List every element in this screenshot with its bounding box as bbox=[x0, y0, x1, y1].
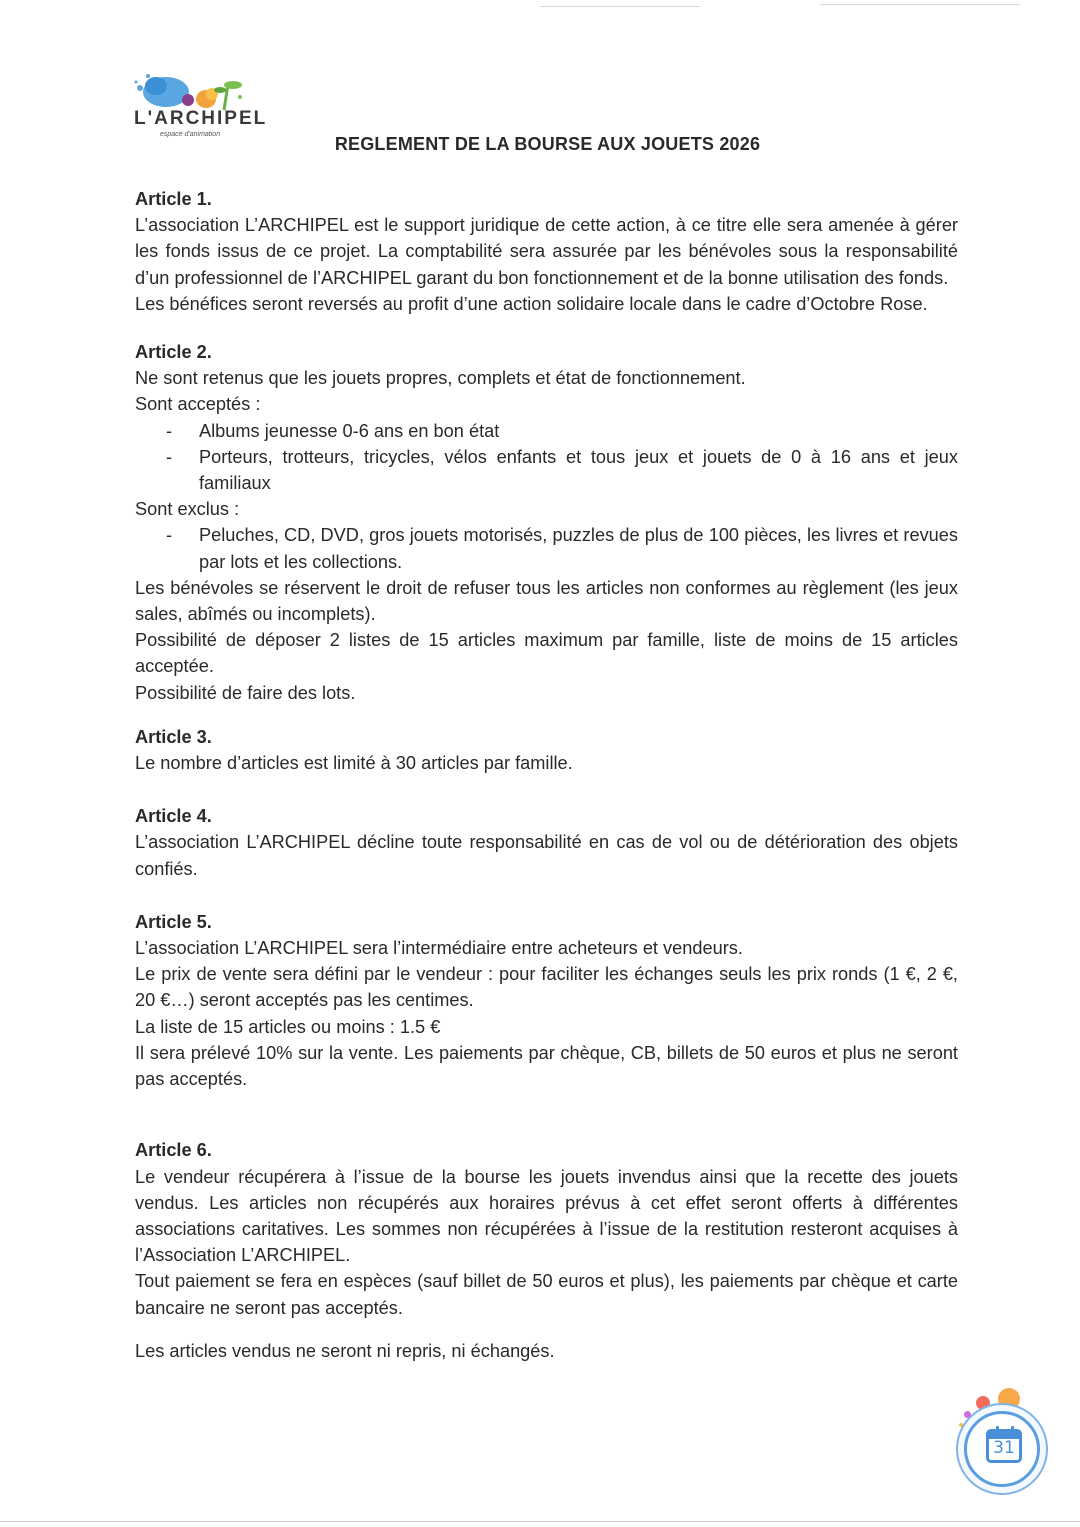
list-item: - Porteurs, trotteurs, tricycles, vélos enfants et tous jeux et jouets de 0 à 16 ans et jeux familiaux bbox=[199, 444, 958, 496]
final-note: Les articles vendus ne seront ni repris, ni échangés. bbox=[135, 1340, 555, 1361]
article-2 bbox=[135, 339, 958, 706]
article-paragraph: Le vendeur récupérera à l’issue de la bourse les jouets invendus ainsi que la recette des jouets vendus. Les articles non récupérés aux horaires prévus à cet effet seront offerts à différentes associations caritatives. Les sommes non récupérées à l’issue de la restitution resteront acquises à l’Association L’ARCHIPEL. bbox=[135, 1166, 958, 1266]
article-paragraph: Possibilité de faire des lots. bbox=[135, 682, 356, 703]
scan-artifact bbox=[820, 4, 1020, 5]
article-1 bbox=[135, 186, 958, 317]
document-body bbox=[135, 186, 958, 1364]
article-title: Article 1. bbox=[135, 189, 212, 209]
logo-name: L'ARCHIPEL bbox=[134, 108, 268, 129]
article-title: Article 3. bbox=[135, 726, 212, 747]
article-paragraph: L’association L’ARCHIPEL sera l’intermédiaire entre acheteurs et vendeurs. bbox=[135, 938, 743, 959]
accepted-list bbox=[135, 418, 958, 497]
excluded-label: Sont exclus : bbox=[135, 499, 240, 520]
article-5 bbox=[135, 909, 958, 1092]
article-title: Article 4. bbox=[135, 806, 212, 827]
document-title: REGLEMENT DE LA BOURSE AUX JOUETS 2026 bbox=[334, 134, 761, 154]
archipel-logo bbox=[128, 68, 273, 143]
scan-artifact bbox=[540, 6, 700, 7]
article-paragraph: Les bénévoles se réservent le droit de refuser tous les articles non conformes au règlement (les jeux sales, abîmés ou incomplets). bbox=[135, 577, 958, 625]
article-paragraph: Les bénéfices seront reversés au profit d’une action solidaire locale dans le cadre d’Octobre Rose. bbox=[135, 293, 928, 314]
article-paragraph: Tout paiement se fera en espèces (sauf billet de 50 euros et plus), les paiements par chèque et carte bancaire ne seront pas acceptés. bbox=[135, 1271, 958, 1318]
calendar-widget-button[interactable] bbox=[952, 1386, 1056, 1498]
article-paragraph: Ne sont retenus que les jouets propres, complets et état de fonctionnement. bbox=[135, 368, 746, 389]
article-paragraph: L’association L’ARCHIPEL décline toute responsabilité en cas de vol ou de détérioration des objets confiés. bbox=[135, 832, 958, 879]
article-4 bbox=[135, 803, 958, 882]
article-title: Article 2. bbox=[135, 342, 212, 363]
article-paragraph: Le nombre d’articles est limité à 30 articles par famille. bbox=[135, 753, 573, 774]
article-title: Article 6. bbox=[135, 1140, 212, 1161]
calendar-day-number: 31 bbox=[993, 1438, 1015, 1458]
article-title: Article 5. bbox=[135, 911, 212, 932]
article-3 bbox=[135, 724, 958, 776]
article-paragraph: Possibilité de déposer 2 listes de 15 articles maximum par famille, liste de moins de 15 articles acceptée. bbox=[135, 630, 958, 677]
excluded-list bbox=[135, 522, 958, 574]
article-paragraph: Il sera prélevé 10% sur la vente. Les paiements par chèque, CB, billets de 50 euros et plus ne seront pas acceptés. bbox=[135, 1042, 958, 1090]
article-paragraph: La liste de 15 articles ou moins : 1.5 € bbox=[135, 1016, 441, 1037]
scan-artifact bbox=[0, 1521, 1080, 1522]
calendar-icon bbox=[986, 1429, 1022, 1463]
article-6 bbox=[135, 1137, 958, 1320]
list-item: - Albums jeunesse 0-6 ans en bon état bbox=[199, 418, 958, 444]
article-paragraph: Le prix de vente sera défini par le vendeur : pour faciliter les échanges seuls les prix ronds (1 €, 2 €, 20 €…) seront acceptés pas les centimes. bbox=[135, 964, 958, 1011]
article-paragraph: L’association L’ARCHIPEL est le support juridique de cette action, à ce titre elle sera amenée à gérer les fonds issus de ce projet. La comptabilité sera assurée par les bénévoles sous la responsabilité d’un professionnel de l’ARCHIPEL garant du bon fonctionnement et de la bonne utilisation des fonds. bbox=[135, 215, 958, 288]
logo-tagline: espace d'animation bbox=[160, 131, 221, 138]
calendar-pin bbox=[996, 1426, 999, 1433]
list-item: - Peluches, CD, DVD, gros jouets motorisés, puzzles de plus de 100 pièces, les livres et revues par lots et les collections. bbox=[199, 522, 958, 574]
accepted-label: Sont acceptés : bbox=[135, 394, 261, 415]
calendar-pin bbox=[1011, 1426, 1014, 1433]
